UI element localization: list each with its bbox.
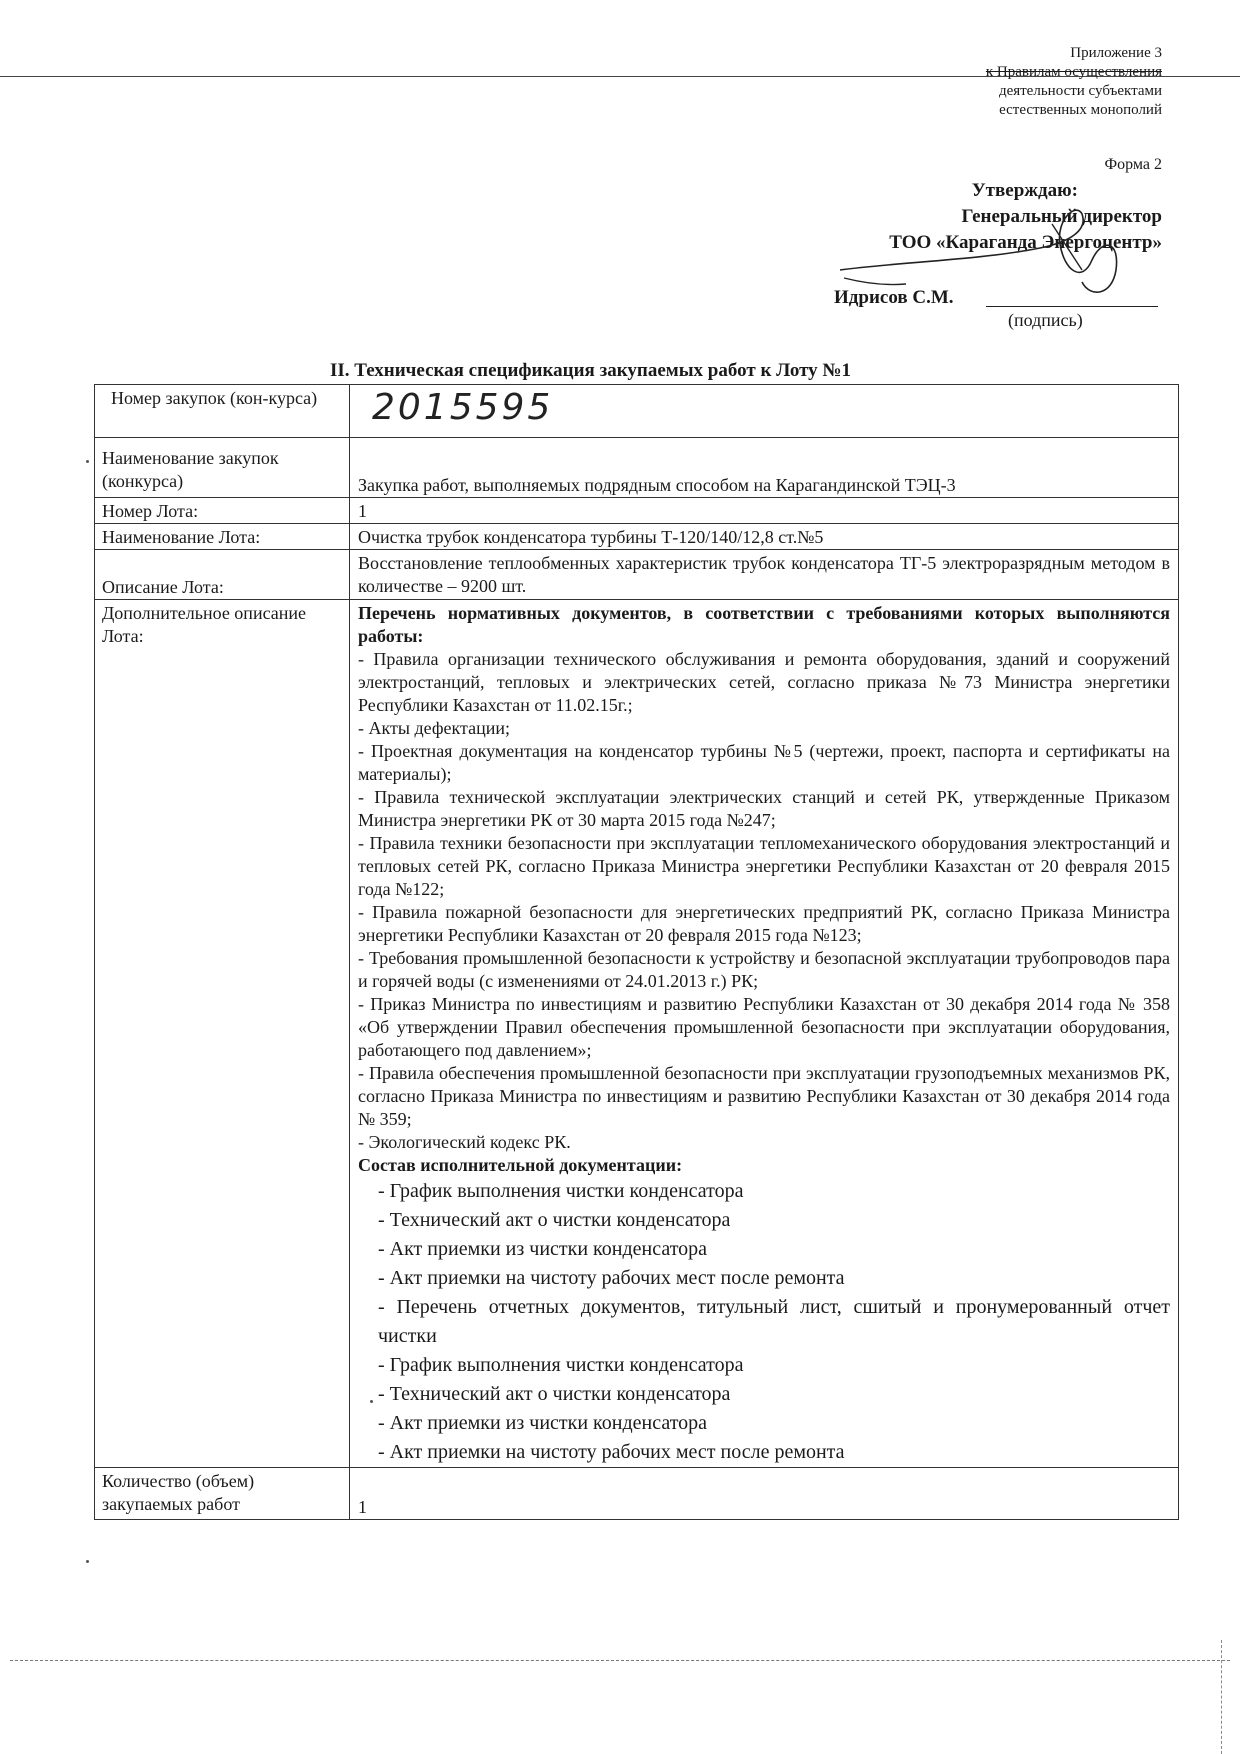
procurement-number-value (350, 385, 1179, 438)
lot-name-value: Очистка трубок конденсатора турбины Т-120/140/12,8 ст.№5 (350, 524, 1179, 550)
signer-name: Идрисов С.М. (834, 287, 954, 308)
quantity-value: 1 (350, 1468, 1179, 1520)
list-item: - Экологический кодекс РК. (358, 1132, 571, 1152)
list-item: - Технический акт о чистки конденсатора (378, 1209, 731, 1231)
list-item: - Правила пожарной безопасности для энергетических предприятий РК, согласно Приказа Министра энергетики Республики Казахстан от 20 февраля 2015 года №123; (358, 902, 1170, 945)
procurement-number-handwritten: 2015595 (372, 387, 554, 428)
list-item: - Правила обеспечения промышленной безопасности при эксплуатации грузоподъемных механизмов РК, согласно Приказа Министра по инвестициям и развитию Республики Казахстан от 30 декабря 2014 года № 359; (358, 1063, 1170, 1129)
signature-line (986, 306, 1158, 307)
signature-caption: (подпись) (1008, 310, 1083, 330)
additional-description-label: Дополнительное описание Лота: (95, 600, 350, 1468)
table-row (95, 550, 1179, 600)
appendix-line-4: естественных монополий (999, 102, 1162, 118)
list-item: - Правила техники безопасности при эксплуатации тепломеханического оборудования электростанций и тепловых сетей РК, согласно Приказа Министра энергетики Республики Казахстан от 20 февраля 2015 года №122; (358, 833, 1170, 899)
additional-description-value (350, 600, 1179, 1468)
scan-speck (86, 1560, 89, 1563)
scan-speck (370, 1400, 373, 1403)
list-item: - Проектная документация на конденсатор турбины №5 (чертежи, проект, паспорта и сертификаты на материалы); (358, 741, 1170, 784)
list-item: - Акт приемки на чистоту рабочих мест после ремонта (378, 1441, 845, 1463)
appendix-line-2: к Правилам осуществления (985, 64, 1162, 80)
regulations-heading: Перечень нормативных документов, в соответствии с требованиями которых выполняются работы: (358, 603, 1170, 646)
list-item: - Акт приемки на чистоту рабочих мест после ремонта (378, 1267, 845, 1289)
approval-line-2: Генеральный директор (961, 206, 1162, 227)
section-title: II. Техническая спецификация закупаемых работ к Лоту №1 (330, 360, 851, 381)
list-item: - Приказ Министра по инвестициям и развитию Республики Казахстан от 30 декабря 2014 года № 358 «Об утверждении Правил обеспечения промышленной безопасности при эксплуатации оборудования, работающего под давлением»; (358, 994, 1170, 1060)
list-item: - Акты дефектации; (358, 718, 510, 738)
lot-description-value: Восстановление теплообменных характеристик трубок конденсатора ТГ-5 электроразрядным методом в количестве – 9200 шт. (350, 550, 1179, 600)
table-row (95, 498, 1179, 524)
scan-edge-rule (1221, 1640, 1222, 1754)
approval-line-1: Утверждаю: (971, 180, 1078, 201)
lot-number-label: Номер Лота: (95, 498, 350, 524)
lot-description-label: Описание Лота: (95, 550, 350, 600)
docs-heading: Состав исполнительной документации: (358, 1155, 683, 1175)
procurement-name-label: Наименование закупок (конкурса) (95, 438, 350, 498)
list-item: - Акт приемки из чистки конденсатора (378, 1412, 708, 1434)
table-row (95, 385, 1179, 438)
list-item: - Акт приемки из чистки конденсатора (378, 1238, 708, 1260)
footer-rule (10, 1660, 1230, 1661)
scan-speck (86, 460, 89, 463)
lot-number-value: 1 (350, 498, 1179, 524)
list-item: - Перечень отчетных документов, титульный лист, сшитый и пронумерованный отчет чистки (378, 1296, 1170, 1347)
list-item: - График выполнения чистки конденсатора (378, 1180, 744, 1202)
form-number: Форма 2 (1104, 156, 1162, 173)
table-row (95, 438, 1179, 498)
approval-line-3: ТОО «Караганда Энергоцентр» (889, 232, 1162, 253)
docs-list (358, 1177, 1170, 1467)
appendix-note (986, 44, 1162, 120)
procurement-name-value: Закупка работ, выполняемых подрядным способом на Карагандинской ТЭЦ-3 (350, 438, 1179, 498)
procurement-number-label: Номер закупок (кон-курса) (95, 385, 350, 438)
table-row (95, 524, 1179, 550)
list-item: - Правила организации технического обслуживания и ремонта оборудования, зданий и сооружений электростанций, тепловых и электрических сетей, согласно приказа №73 Министра энергетики Республики Казахстан от 11.02.15г.; (358, 649, 1170, 715)
list-item: - График выполнения чистки конденсатора (378, 1354, 744, 1376)
table-row (95, 600, 1179, 1468)
technical-spec-table (94, 384, 1179, 1520)
list-item: - Правила технической эксплуатации электрических станций и сетей РК, утвержденные Приказом Министра энергетики РК от 30 марта 2015 года №247; (358, 787, 1170, 830)
list-item: - Требования промышленной безопасности к устройству и безопасной эксплуатации трубопроводов пара и горячей воды (с изменениями от 24.01.2013 г.) РК; (358, 948, 1170, 991)
list-item: - Технический акт о чистки конденсатора (378, 1383, 731, 1405)
appendix-line-1: Приложение 3 (1070, 45, 1162, 61)
table-row (95, 1468, 1179, 1520)
quantity-label: Количество (объем) закупаемых работ (95, 1468, 350, 1520)
appendix-line-3: деятельности субъектами (998, 83, 1162, 99)
lot-name-label: Наименование Лота: (95, 524, 350, 550)
